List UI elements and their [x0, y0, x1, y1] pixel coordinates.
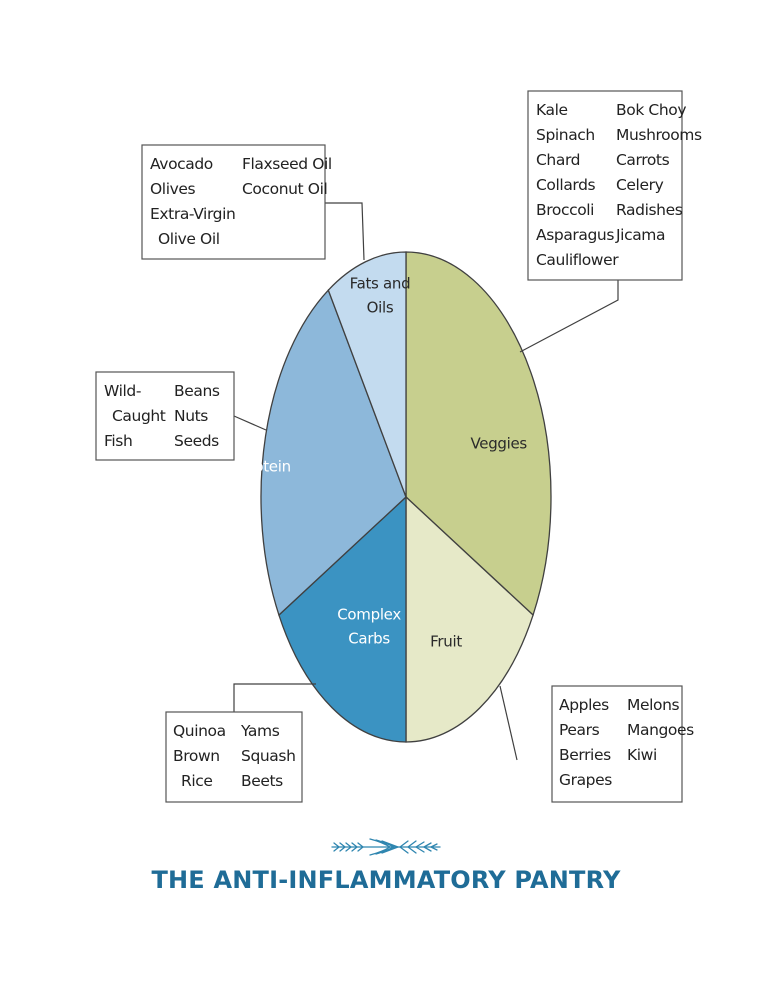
slice-label-fruit: Fruit: [430, 632, 462, 651]
item-fruit: Kiwi: [627, 746, 657, 764]
slice-label-protein: Protein: [240, 457, 291, 476]
item-veggies: Mushrooms: [616, 126, 702, 144]
item-fats-oils: Coconut Oil: [242, 180, 328, 198]
item-fruit: Berries: [559, 746, 611, 764]
leader-line-fruit: [500, 686, 517, 760]
slice-label-veggies: Veggies: [470, 434, 527, 453]
item-fats-oils: Olive Oil: [158, 230, 220, 248]
leader-line-fats-oils: [325, 203, 364, 260]
item-veggies: Cauliflower: [536, 251, 619, 269]
slice-label-complex-carbs: Complex Carbs: [337, 605, 401, 648]
item-protein: Caught: [112, 407, 166, 425]
item-complex-carbs: Beets: [241, 772, 283, 790]
item-veggies: Celery: [616, 176, 664, 194]
item-fruit: Mangoes: [627, 721, 694, 739]
fern-arrow-icon: [330, 836, 442, 858]
item-veggies: Kale: [536, 101, 568, 119]
item-fruit: Apples: [559, 696, 609, 714]
item-complex-carbs: Brown: [173, 747, 220, 765]
item-complex-carbs: Squash: [241, 747, 296, 765]
leader-line-protein: [234, 416, 266, 430]
item-protein: Fish: [104, 432, 133, 450]
page-title: THE ANTI-INFLAMMATORY PANTRY: [151, 866, 621, 894]
item-fats-oils: Avocado: [150, 155, 213, 173]
pie-slices: [261, 252, 551, 742]
item-fruit: Grapes: [559, 771, 612, 789]
slice-label-fats-oils: Fats and Oils: [349, 274, 411, 317]
item-veggies: Carrots: [616, 151, 670, 169]
item-complex-carbs: Yams: [241, 722, 280, 740]
item-complex-carbs: Rice: [181, 772, 213, 790]
item-protein: Wild-: [104, 382, 142, 400]
item-veggies: Jicama: [616, 226, 666, 244]
item-veggies: Broccoli: [536, 201, 595, 219]
item-protein: Beans: [174, 382, 220, 400]
item-protein: Nuts: [174, 407, 208, 425]
leader-line-complex-carbs: [234, 684, 316, 712]
item-veggies: Asparagus: [536, 226, 615, 244]
item-complex-carbs: Quinoa: [173, 722, 226, 740]
item-veggies: Collards: [536, 176, 596, 194]
item-fats-oils: Extra-Virgin: [150, 205, 236, 223]
item-veggies: Chard: [536, 151, 581, 169]
item-veggies: Bok Choy: [616, 101, 687, 119]
item-protein: Seeds: [174, 432, 219, 450]
item-fruit: Melons: [627, 696, 680, 714]
leader-line-veggies: [520, 280, 618, 352]
item-veggies: Spinach: [536, 126, 595, 144]
item-veggies: Radishes: [616, 201, 683, 219]
item-fruit: Pears: [559, 721, 600, 739]
item-fats-oils: Flaxseed Oil: [242, 155, 332, 173]
item-fats-oils: Olives: [150, 180, 196, 198]
